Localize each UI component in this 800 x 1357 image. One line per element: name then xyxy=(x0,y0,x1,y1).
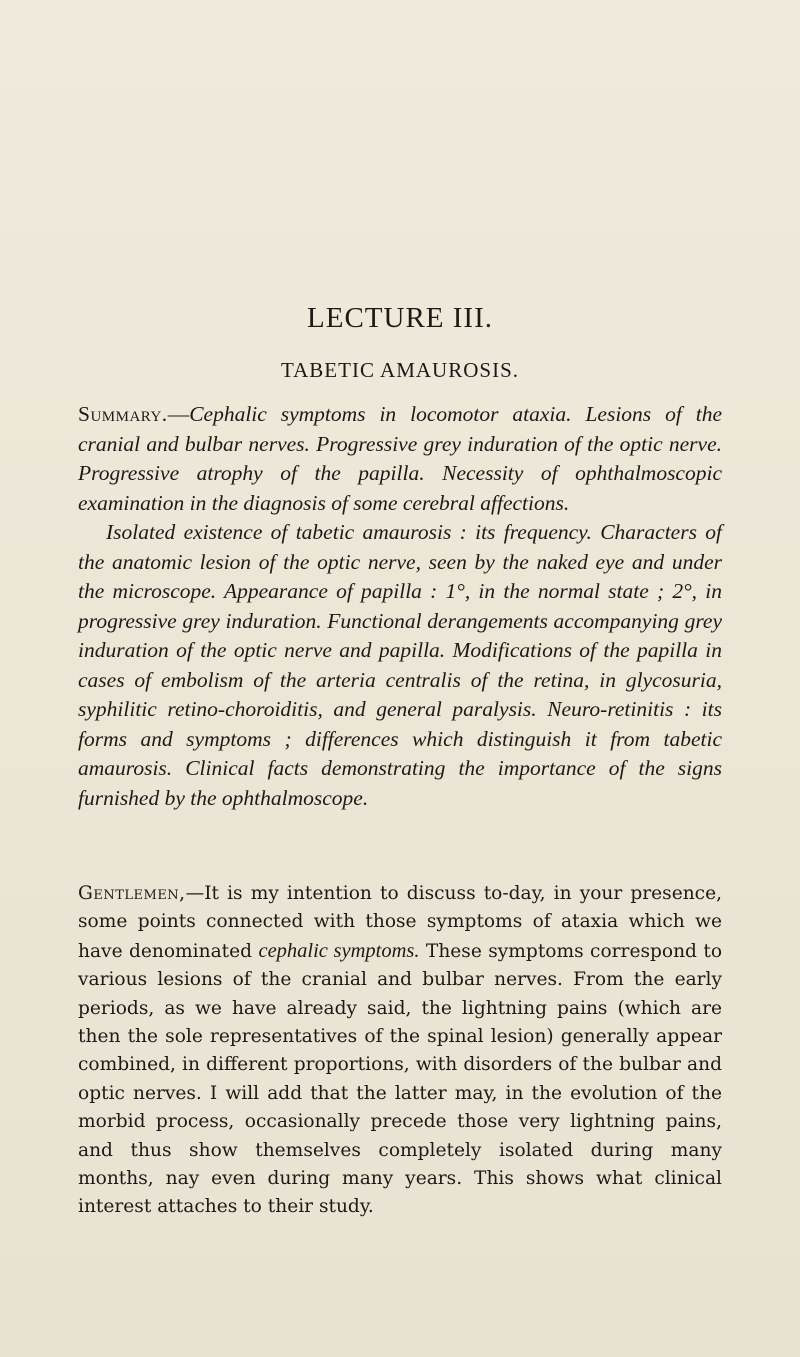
salutation: Gentlemen, xyxy=(78,883,186,904)
chapter-title: TABETIC AMAUROSIS. xyxy=(280,358,519,382)
summary-text-2: Isolated existence of tabetic amaurosis : its frequency. Characters of the anatomic lesion of the optic nerve, seen by the naked eye and under the microscope. Appearance of papilla : 1°, in the normal state ; 2°, in progressive grey induration. Functional derangements accompanying grey induration of the optic nerve and papilla. Modifications of the papilla in cases of embolism of the arteria centralis of the retina, in glycosuria, syphilitic retino-choroiditis, and general paralysis. Neuro-retinitis : its forms and symptoms ; differences which distinguish it from tabetic amaurosis. Clinical facts demonstrating the importance of the signs furnished by the ophthalmoscope. xyxy=(78,520,722,810)
summary-label: Summary. xyxy=(78,402,168,426)
summary-paragraph-2 xyxy=(78,518,722,813)
salutation-dash: — xyxy=(185,883,205,904)
body-text-part-1: It is my intention to discuss to-day, in your presence, some points connected with those symptoms of ataxia which we have denominated xyxy=(78,883,722,962)
body-paragraph xyxy=(78,880,722,1222)
body-emphasis: cephalic symptoms. xyxy=(258,939,420,962)
body-text-part-2: These symptoms correspond to various lesions of the cranial and bulbar nerves. From the early periods, as we have already said, the lightning pains (which are then the sole representatives of the spinal lesion) generally appear combined, in different proportions, with disorders of the bulbar and optic nerves. I will add that the latter may, in the evolution of the morbid process, occasionally precede those very lightning pains, and thus show themselves completely isolated during many months, nay even during many years. This shows what clinical interest attaches to their study. xyxy=(78,940,723,1218)
summary-text-1: Cephalic symptoms in locomotor ataxia. Lesions of the cranial and bulbar nerves. Progressive grey induration of the optic nerve. Progressive atrophy of the papilla. Necessity of ophthalmoscopic examination in the diagnosis of some cerebral affections. xyxy=(78,402,722,515)
lecture-title: LECTURE III. xyxy=(307,302,493,334)
summary-dash: — xyxy=(167,402,190,426)
summary-paragraph-1 xyxy=(78,400,722,518)
summary-block xyxy=(78,400,722,813)
